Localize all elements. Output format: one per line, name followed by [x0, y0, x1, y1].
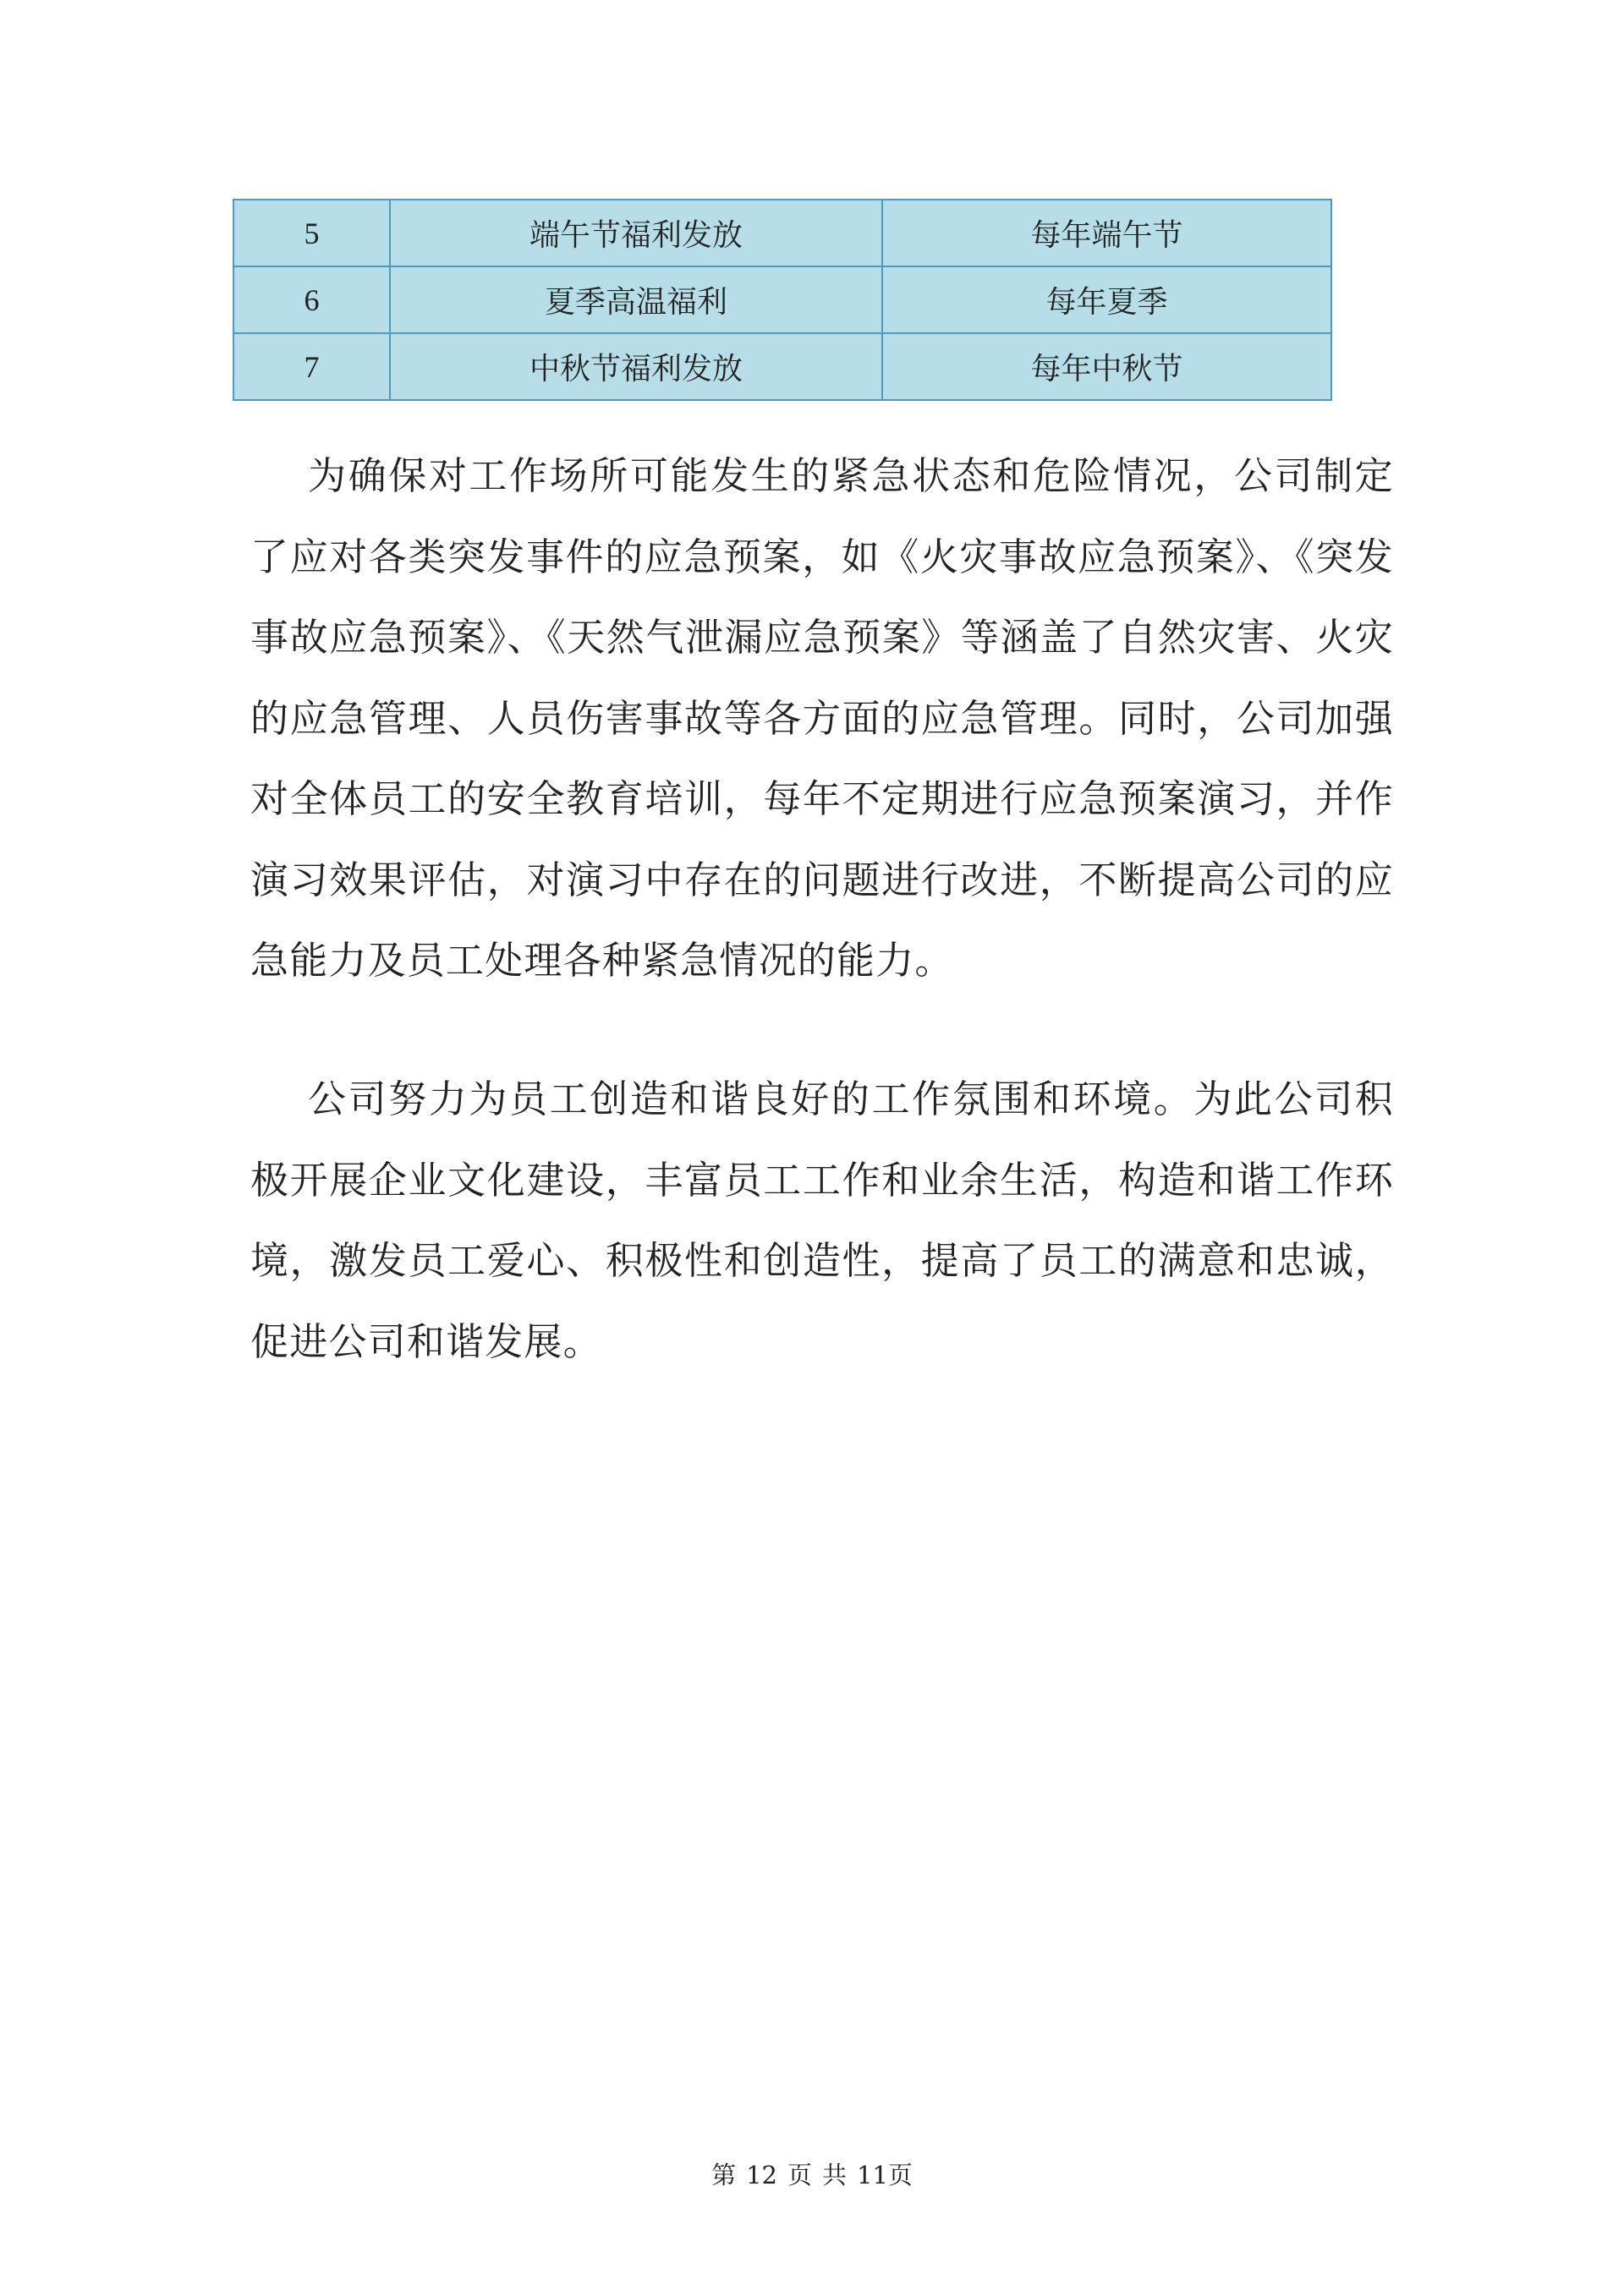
benefit-time-cell: 每年中秋节	[882, 333, 1331, 400]
table-row	[233, 266, 1331, 333]
benefit-item-cell: 中秋节福利发放	[390, 333, 882, 400]
benefits-table	[233, 199, 1332, 401]
table-row	[233, 333, 1331, 400]
footer-total-word: 共	[822, 2161, 848, 2189]
footer-total-pages: 11页	[857, 2161, 913, 2189]
benefit-time-cell: 每年端午节	[882, 200, 1331, 266]
footer-page-word: 页	[787, 2161, 812, 2189]
table-row	[233, 200, 1331, 266]
benefit-item-cell: 端午节福利发放	[390, 200, 882, 266]
row-number-cell: 5	[233, 200, 390, 266]
row-number-cell: 6	[233, 266, 390, 333]
emergency-plan-paragraph: 为确保对工作场所可能发生的紧急状态和危险情况，公司制定了应对各类突发事件的应急预案，如《火灾事故应急预案》、《突发事故应急预案》、《天然气泄漏应急预案》等涵盖了自然灾害、火灾的应急管理、人员伤害事故等各方面的应急管理。同时，公司加强对全体员工的安全教育培训，每年不定期进行应急预案演习，并作演习效果评估，对演习中存在的问题进行改进，不断提高公司的应急能力及员工处理各种紧急情况的能力。	[250, 453, 1394, 983]
work-environment-paragraph: 公司努力为员工创造和谐良好的工作氛围和环境。为此公司积极开展企业文化建设，丰富员工工作和业余生活，构造和谐工作环境，激发员工爱心、积极性和创造性，提高了员工的满意和忠诚，促进公司和谐发展。	[250, 1077, 1394, 1364]
benefit-item-cell: 夏季高温福利	[390, 266, 882, 333]
benefit-time-cell: 每年夏季	[882, 266, 1331, 333]
footer-prefix: 第	[711, 2161, 737, 2189]
footer-page-number: 12	[746, 2161, 777, 2189]
row-number-cell: 7	[233, 333, 390, 400]
page-footer	[0, 2156, 1624, 2191]
